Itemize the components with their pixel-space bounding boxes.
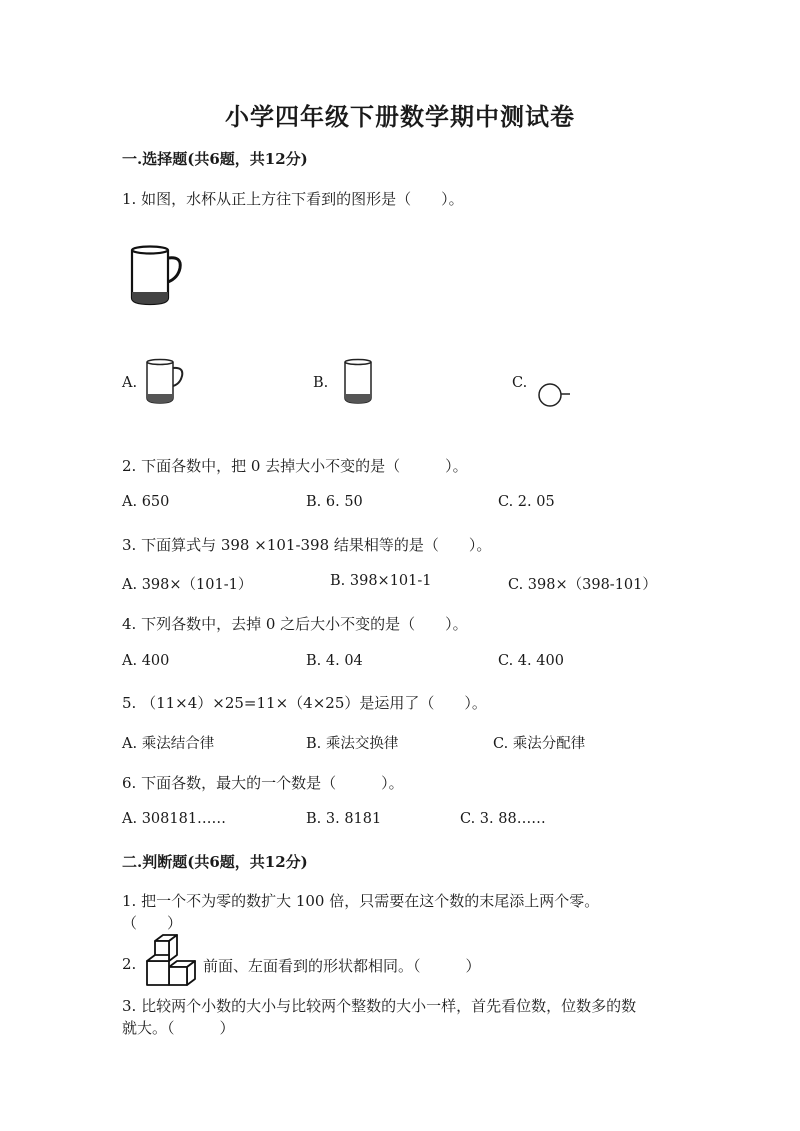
mug-figure (128, 246, 184, 306)
option-6-c: C. 3. 88…… (460, 811, 546, 827)
option-3-a: A. 398×（101-1） (122, 577, 253, 593)
option-1-a: A. (122, 375, 138, 391)
option-5-b: B. 乘法交换律 (306, 736, 399, 752)
option-1-b: B. (313, 375, 329, 391)
question-1-6: 6. 下面各数，最大的一个数是（ ）。 (122, 774, 404, 792)
question-1-5: 5. （11×4）×25=11×（4×25）是运用了（ ）。 (122, 694, 487, 712)
option-2-b: B. 6. 50 (306, 494, 363, 510)
question-1-2: 2. 下面各数中，把 0 去掉大小不变的是（ ）。 (122, 457, 468, 475)
mug-side-view-icon (145, 358, 187, 406)
question-1-3: 3. 下面算式与 398 ×101-398 结果相等的是（ ）。 (122, 536, 492, 554)
question-1-1: 1. 如图，水杯从正上方往下看到的图形是（ ）。 (122, 190, 464, 208)
top-view-circle-icon (536, 381, 576, 409)
option-6-b: B. 3. 8181 (306, 811, 382, 827)
option-5-c: C. 乘法分配律 (493, 736, 586, 752)
page-title: 小学四年级下册数学期中测试卷 (225, 102, 575, 131)
judge-1-line2: （ ） (122, 914, 183, 932)
option-4-b: B. 4. 04 (306, 653, 363, 669)
section-2-heading: 二.判断题(共6题，共12分) (122, 853, 308, 871)
option-6-a: A. 308181…… (122, 811, 227, 827)
judge-1-line1: 1. 把一个不为零的数扩大 100 倍，只需要在这个数的末尾添上两个零。 (122, 892, 600, 910)
section-1-heading: 一.选择题(共6题，共12分) (122, 150, 308, 168)
cube-stack-figure (143, 933, 201, 989)
cup-front-view-icon (342, 358, 376, 406)
judge-3-line1: 3. 比较两个小数的大小与比较两个整数的大小一样，首先看位数，位数多的数 (122, 997, 637, 1015)
question-1-4: 4. 下列各数中，去掉 0 之后大小不变的是（ ）。 (122, 615, 468, 633)
option-4-a: A. 400 (122, 653, 170, 669)
option-4-c: C. 4. 400 (498, 653, 564, 669)
option-5-a: A. 乘法结合律 (122, 736, 215, 752)
judge-2-number: 2. (122, 955, 137, 973)
option-2-a: A. 650 (122, 494, 170, 510)
option-3-b: B. 398×101-1 (330, 573, 432, 589)
judge-3-line2: 就大。（ ） (122, 1019, 235, 1037)
judge-2-text: 前面、左面看到的形状都相同。（ ） (203, 957, 481, 975)
option-2-c: C. 2. 05 (498, 494, 555, 510)
option-1-c: C. (512, 375, 528, 391)
option-3-c: C. 398×（398-101） (508, 577, 657, 593)
